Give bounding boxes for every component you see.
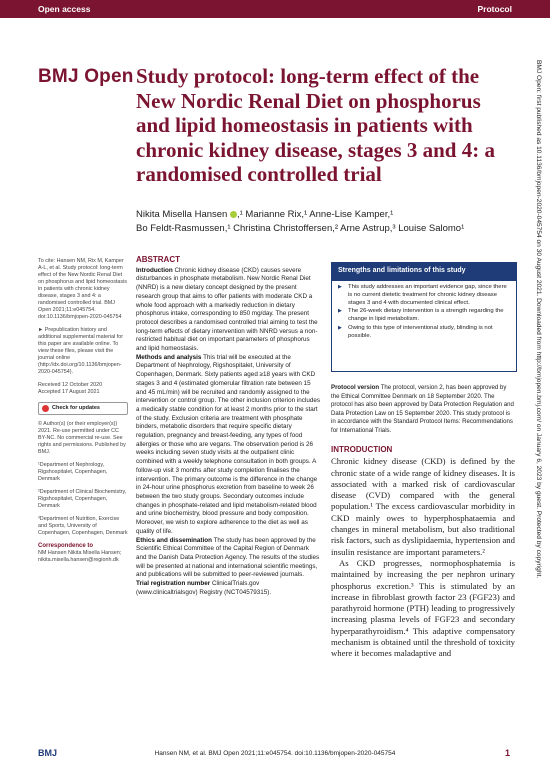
protocol-version-text: The protocol, version 2, has been approved by the Ethical Committee Denmark on 18 September 2020. The protocol has also been approved by Data Protection Regulation and Data Protection Law on 15 September 2020. This study protocol is in accordance with the Standard Protocol Items: Recommendations for International Trials. bbox=[331, 384, 514, 434]
strength-item: ▶ This study addresses an important evidence gap, since there is no current dietetic treatment for chronic kidney disease stages 3 and 4 with documented clinical effect. bbox=[348, 284, 510, 307]
correspondence-info[interactable]: NM Hansen Nikita Misella Hansen; nikita.misella.hansen@regionh.dk bbox=[38, 550, 122, 563]
bmj-footer-logo: BMJ bbox=[38, 748, 58, 758]
strengths-list bbox=[332, 284, 516, 341]
strength-item: ▶ Owing to this type of interventional study, blinding is not possible. bbox=[348, 325, 510, 341]
received-date: Received 12 October 2020 bbox=[38, 382, 103, 388]
introduction-paragraph-2: As CKD progresses, normophosphatemia is maintained by increasing the per nephron urinary phosphorus excretion.³ This is stimulated by an increase in fibroblast growth factor 23 (FGF23) and parathyroid hormone (PTH) leading to progressively increasing plasma levels of FGF23 and secondary hyperparathyroidism.⁴ This adaptive compensatory mechanism is obtained until the threshold of toxicity where it becomes maladaptive and bbox=[331, 557, 515, 659]
check-updates-button[interactable] bbox=[38, 402, 128, 415]
download-notice-vertical[interactable]: BMJ Open: first published as 10.1136/bmjopen-2020-045754 on 30 August 2021. Downloaded from http://bmjopen.bmj.com/ on January 6, 2023 by guest. Protected by copyright. bbox=[535, 60, 542, 579]
footer-citation: Hansen NM, et al. BMJ Open 2021;11:e045754. doi:10.1136/bmjopen-2020-045754 bbox=[154, 750, 396, 757]
author-list bbox=[136, 208, 516, 236]
orcid-icon[interactable] bbox=[230, 211, 237, 218]
abstract-ethics-label: Ethics and dissemination bbox=[136, 536, 212, 544]
introduction-section bbox=[331, 444, 515, 660]
check-updates-label: Check for updates bbox=[52, 405, 100, 411]
affiliation-2: ²Department of Clinical Biochemistry, Rigshospitalet, Copenhagen, Denmark bbox=[38, 489, 127, 509]
authors-line1-rest: ,¹ Marianne Rix,¹ Anne-Lise Kamper,¹ bbox=[236, 209, 394, 220]
abstract-methods-label: Methods and analysis bbox=[136, 353, 202, 361]
affiliation-3: ³Department of Nutrition, Exercise and Sports, University of Copenhagen, Copenhagen, Denmark bbox=[38, 516, 128, 536]
abstract-methods-text: This trial will be executed at the Department of Nephrology, Rigshospitalet, University of Copenhagen, Denmark. Sixty patients aged ≥18 years with CKD stages 3 and 4 (estimated glomerular filtration rate between 15 and 45 mL/min) will be recruited and randomly assigned to the intervention or control group. The other inclusion criterion includes a medically stable condition for at least 2 months prior to the start of the study. Exclusion criteria are treatment with phosphate binders, metabolic disorders that require specific dietary regulation, pregnancy and breast-feeding, any types of food allergies or those who are vegans. The observation period is 26 weeks including seven study visits at the outpatient clinic combined with a weekly telephone consultation in both groups. A follow-up visit 3 months after study completion finalises the intervention. The primary outcome is the difference in the change in 24-hour urine phosphorus excretion from baseline to week 26 between the two study groups. Secondary outcomes include changes in phosphate-related and lipid metabolism-related blood and urine biochemistry, blood pressure and body composition. Moreover, we wish to explore adherence to the diet as well as quality of life. bbox=[136, 353, 320, 535]
prepub-info[interactable]: ► Prepublication history and additional supplemental material for this paper are available online. To view these files, please visit the journal online (http://dx.doi.org/10.1136/bmjopen-2020-045754). bbox=[38, 327, 124, 375]
page-number: 1 bbox=[504, 748, 510, 758]
first-author[interactable]: Nikita Misella Hansen bbox=[136, 209, 228, 220]
abstract-trial-label: Trial registration number bbox=[136, 580, 211, 588]
abstract-intro-label: Introduction bbox=[136, 266, 173, 274]
accepted-date: Accepted 17 August 2021 bbox=[38, 389, 100, 395]
abstract-heading: ABSTRACT bbox=[136, 255, 180, 264]
page-footer bbox=[0, 745, 550, 765]
article-title: Study protocol: long-term effect of the New Nordic Renal Diet on phosphorus and lipid homeostasis in patients with chronic kidney disease, stages 3 and 4: a randomised controlled trial bbox=[136, 64, 495, 186]
abstract-trial-text[interactable]: ClinicalTrials.gov (www.clinicaltrialsgov) Registry (NCT04579315). bbox=[136, 580, 272, 596]
affiliation-1: ¹Department of Nephrology, Rigshospitalet, Copenhagen, Denmark bbox=[38, 462, 108, 482]
cite-info: To cite: Hansen NM, Rix M, Kamper A-L, et al. Study protocol: long-term effect of the New Nordic Renal Diet on phosphorus and lipid homeostasis in patients with chronic kidney disease, stages 3 and 4: a randomised controlled trial. BMJ Open 2021;11:e045754. doi:10.1136/bmjopen-2020-045754 bbox=[38, 258, 128, 320]
top-banner bbox=[0, 0, 550, 18]
introduction-heading: INTRODUCTION bbox=[331, 445, 393, 454]
correspondence-heading: Correspondence to bbox=[38, 543, 94, 549]
introduction-paragraph-1: Chronic kidney disease (CKD) is defined by the chronic state of a wide range of kidney diseases. It is associated with a marked risk of cardiovascular disease (CVD) compared with the general population.¹ The excess cardiovascular morbidity in CKD mainly owes to hyperphosphataemia and changes in mineral metabolism, but also traditional risk factors, such as dyslipidaemia, hypertension and insulin resistance are important parameters.² bbox=[331, 456, 515, 557]
crossmark-icon bbox=[42, 405, 49, 412]
open-access-label: Open access bbox=[38, 4, 91, 14]
abstract-section bbox=[136, 256, 320, 597]
authors-line2: Bo Feldt-Rasmussen,¹ Christina Christoffersen,² Arne Astrup,³ Louise Salomo¹ bbox=[136, 223, 465, 234]
article-type-label: Protocol bbox=[477, 4, 512, 14]
article-sidebar bbox=[38, 258, 128, 570]
protocol-version-section bbox=[331, 384, 515, 435]
copyright-notice: © Author(s) (or their employer(s)) 2021. Re-use permitted under CC BY-NC. No commercial re-use. See rights and permissions. Published by BMJ. bbox=[38, 421, 126, 455]
journal-logo: BMJ Open bbox=[38, 66, 134, 87]
protocol-version-label: Protocol version bbox=[331, 384, 380, 391]
strengths-limitations-box bbox=[331, 262, 517, 372]
abstract-ethics-text: The study has been approved by the Scientific Ethical Committee of the Capital Region of Denmark and the Danish Data Protection Agency. The results of the studies will be presented at national and international scientific meetings, and publications will be submitted to peer-reviewed journals. bbox=[136, 536, 320, 579]
strengths-heading: Strengths and limitations of this study bbox=[332, 263, 516, 281]
abstract-intro-text: Chronic kidney disease (CKD) causes severe disturbances in phosphate metabolism. New Nordic Renal Diet (NNRD) is a new dietary concept designed by the present research group that aims to offer patients with moderate CKD a whole food approach with a markedly reduction in dietary phosphorus intake, corresponding to 850 mg/day. The present protocol describes a randomised controlled trial aiming to test the long-term effects of dietary intervention with NNRD versus a non-restricted habitual diet on important parameters of phosphorus and lipid homeostasis. bbox=[136, 266, 318, 353]
strength-item: ▶ The 26-week dietary intervention is a strength regarding the change in lipid metabolism. bbox=[348, 308, 510, 324]
